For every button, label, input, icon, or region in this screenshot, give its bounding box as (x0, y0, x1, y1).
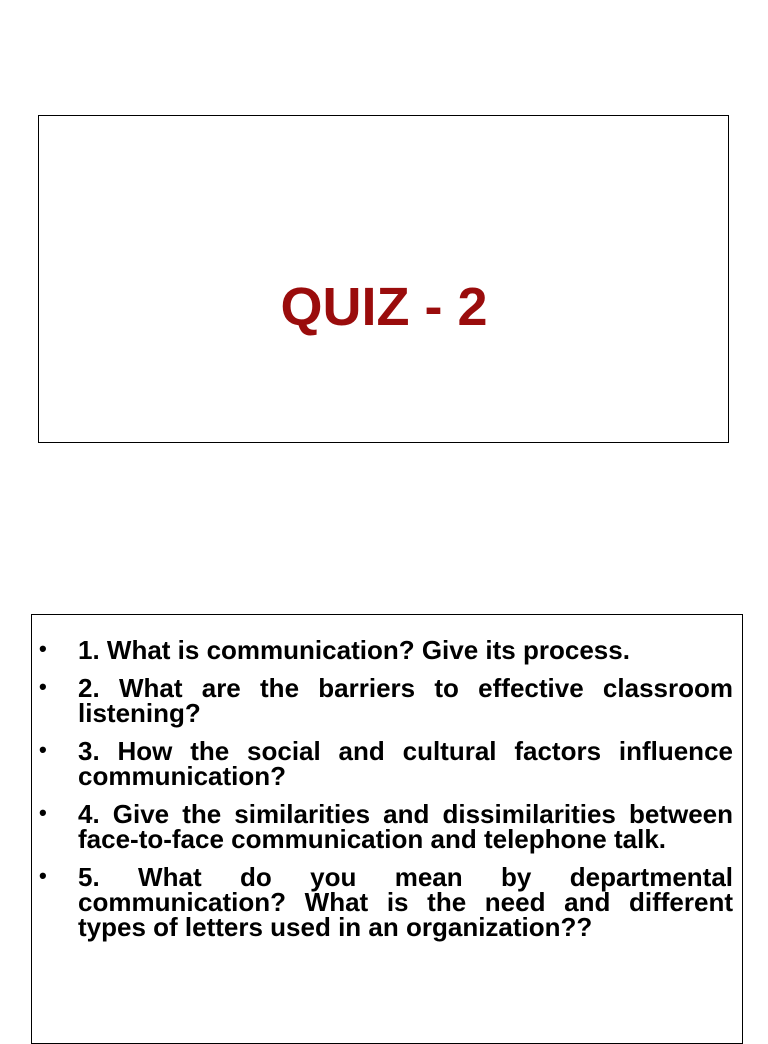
bullet-icon: • (39, 674, 47, 699)
bullet-icon: • (39, 636, 47, 661)
bullet-icon: • (39, 800, 47, 825)
question-list (31, 635, 743, 953)
bullet-icon: • (39, 863, 47, 888)
list-item-question-3 (31, 736, 743, 791)
question-text: 2. What are the barriers to effective classroom listening? (78, 673, 733, 728)
question-text: 4. Give the similarities and dissimilarities between face-to-face communication and telephone talk. (78, 799, 733, 854)
question-text: 5. What do you mean by departmental communication? What is the need and different types of letters used in an organization?? (78, 862, 733, 942)
list-item-question-2 (31, 673, 743, 728)
page-title: QUIZ - 2 (280, 277, 488, 337)
question-text: 1. What is communication? Give its process. (78, 635, 630, 665)
list-item-question-1 (31, 635, 743, 665)
question-text: 3. How the social and cultural factors influence communication? (78, 736, 733, 791)
bullet-icon: • (39, 737, 47, 762)
list-item-question-4 (31, 799, 743, 854)
list-item-question-5 (31, 862, 743, 942)
